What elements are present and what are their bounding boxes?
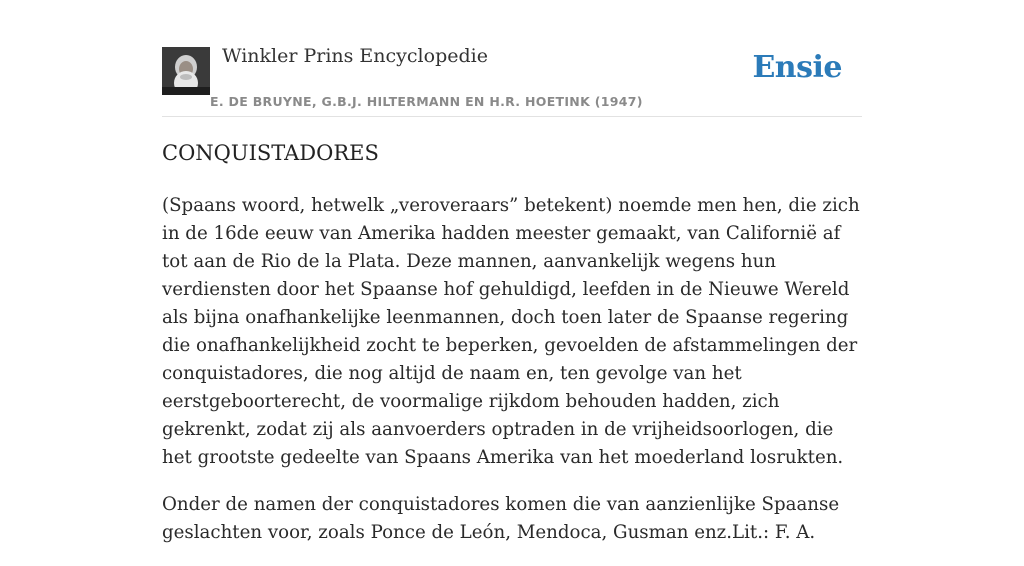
avatar-image [162,47,210,95]
brand-logo[interactable]: Ensie [752,50,842,85]
page-header [162,0,862,117]
page-container [162,0,862,543]
article-title: CONQUISTADORES [162,141,379,165]
authors-credit: E. DE BRUYNE, G.B.J. HILTERMANN EN H.R. HOETINK (1947) [210,94,643,109]
article-paragraph: (Spaans woord, hetwelk „veroveraars” betekent) noemde men hen, die zich in de 16de eeuw van Amerika hadden meester gemaakt, van Californië af tot aan de Rio de la Plata. Deze mannen, aanvankelijk wegens hun verdiensten door het Spaanse hof gehuldigd, leefden in de Nieuwe Wereld als bijna onafhankelijke leenmannen, doch toen later de Spaanse regering die onafhankelijkheid zocht te beperken, gevoelden de afstammelingen der conquistadores, die nog altijd de naam en, ten gevolge van het eerstgeboorterecht, de voormalige rijkdom behouden hadden, zich gekrenkt, zodat zij als aanvoerders optraden in de vrijheidsoorlogen, die het grootste gedeelte van Spaans Amerika van het moederland losrukten. [162,195,860,468]
author-avatar [162,47,210,95]
article-paragraph: Onder de namen der conquistadores komen die van aanzienlijke Spaanse geslachten voor, zoals Ponce de León, Mendoca, Gusman enz.Lit.: F. A. [162,494,840,543]
article-body [162,192,862,566]
encyclopedia-title[interactable]: Winkler Prins Encyclopedie [222,45,488,67]
